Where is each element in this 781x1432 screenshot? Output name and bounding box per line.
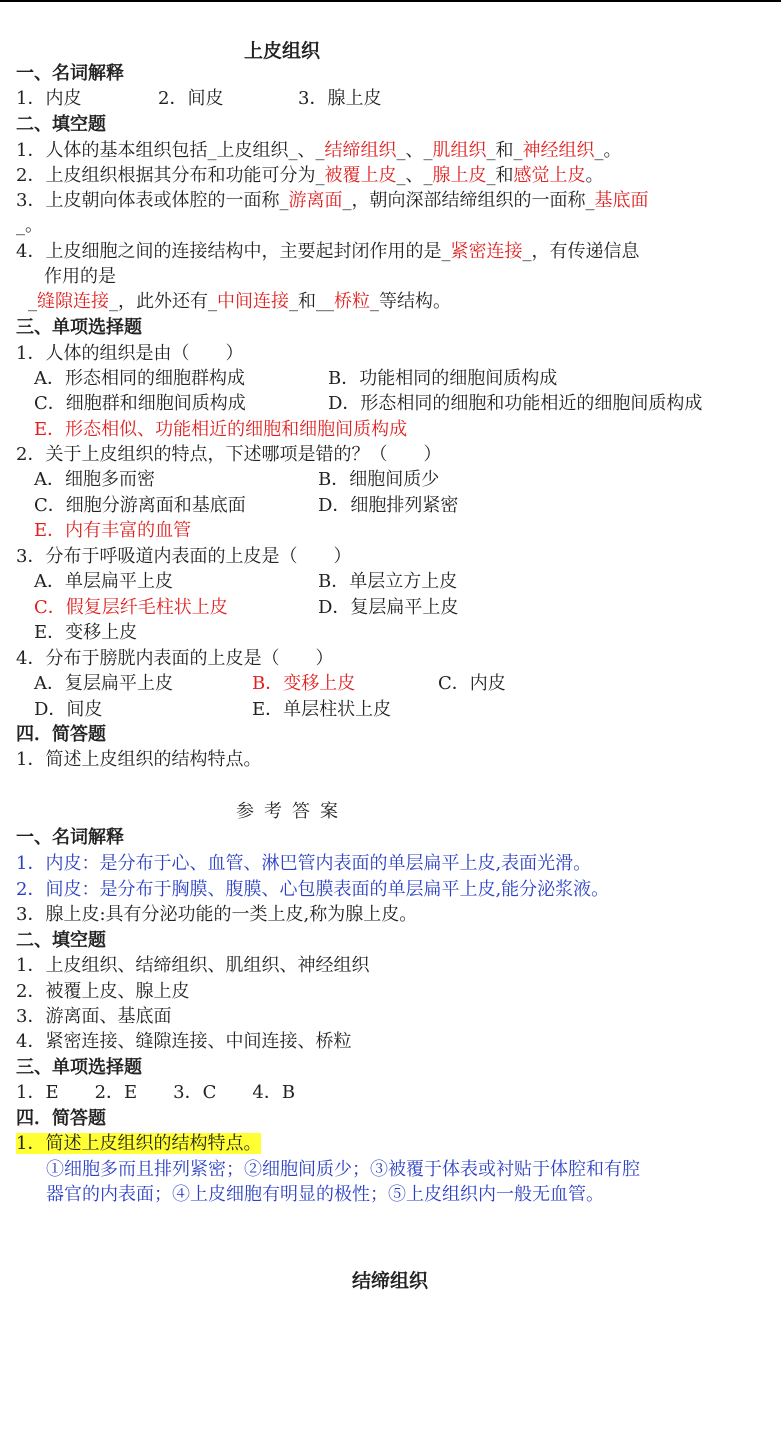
text: _。 (594, 140, 622, 161)
text: 1．人体的基本组织包括_上皮组织_、_ (16, 140, 325, 161)
short-question-1: 1．简述上皮组织的结构特点。 (16, 749, 262, 770)
text: _，此外还有_ (109, 291, 217, 312)
question-2: 2．关于上皮组织的特点，下述哪项是错的？（ ） (16, 444, 442, 465)
option-3c: C．假复层纤毛柱状上皮 (34, 597, 228, 618)
text: _等结构。 (370, 291, 451, 312)
answer-choices: 1．E 2．E 3．C 4．B (16, 1082, 296, 1103)
question-3: 3．分布于呼吸道内表面的上皮是（ ） (16, 546, 352, 567)
option-4d: D．间皮 (34, 699, 103, 720)
answer-text: 感觉上皮 (513, 165, 586, 186)
option-1b: B．功能相同的细胞间质构成 (328, 368, 558, 389)
answer-term-1: 1．内皮：是分布于心、血管、淋巴管内表面的单层扁平上皮,表面光滑。 (16, 853, 592, 874)
answer-fill-4: 4．紧密连接、缝隙连接、中间连接、桥粒 (16, 1031, 352, 1052)
fill-line-4-end (28, 290, 451, 314)
option-2d: D．细胞排列紧密 (318, 495, 459, 516)
answer-text: 腺上皮 (432, 165, 487, 186)
fill-line-3-end: _。 (16, 215, 43, 236)
text: _和 (486, 165, 514, 186)
answer-short-line-2: 器官的内表面；④上皮细胞有明显的极性；⑤上皮组织内一般无血管。 (46, 1184, 604, 1205)
option-1e: E．形态相似、功能相近的细胞和细胞间质构成 (34, 419, 408, 440)
option-4a: A．复层扁平上皮 (34, 673, 173, 694)
answer-heading-fill: 二、填空题 (16, 930, 106, 951)
answer-text: 中间连接 (217, 291, 289, 312)
option-3d: D．复层扁平上皮 (318, 597, 459, 618)
option-2b: B．细胞间质少 (318, 469, 440, 490)
answer-term-2: 2．间皮：是分布于胸膜、腹膜、心包膜表面的单层扁平上皮,能分泌浆液。 (16, 879, 610, 900)
text: 4．上皮细胞之间的连接结构中，主要起封闭作用的是_ (16, 241, 451, 262)
fill-line-1 (16, 139, 621, 163)
answer-fill-3: 3．游离面、基底面 (16, 1006, 172, 1027)
term-2: 2．间皮 (158, 88, 224, 109)
section-heading-terms: 一、名词解释 (16, 63, 124, 84)
option-1d: D．形态相同的细胞和功能相近的细胞间质构成 (328, 393, 703, 414)
text: _ (28, 291, 37, 312)
answer-fill-2: 2．被覆上皮、腺上皮 (16, 981, 190, 1002)
answer-text: 游离面 (288, 190, 343, 211)
answer-text: 神经组织 (522, 140, 595, 161)
answer-text: 肌组织 (432, 140, 487, 161)
highlighted-question: 1．简述上皮组织的结构特点。 (16, 1133, 262, 1154)
text: 2．上皮组织根据其分布和功能可分为_ (16, 165, 325, 186)
answer-heading-terms: 一、名词解释 (16, 827, 124, 848)
answer-heading-short: 四．简答题 (16, 1108, 106, 1129)
text: 3．上皮朝向体表或体腔的一面称_ (16, 190, 289, 211)
answer-fill-1: 1．上皮组织、结缔组织、肌组织、神经组织 (16, 955, 370, 976)
page-title: 上皮组织 (244, 40, 321, 62)
fill-line-3 (16, 189, 648, 213)
answer-text: 缝隙连接 (37, 291, 109, 312)
section-heading-short: 四．简答题 (16, 724, 106, 745)
fill-line-4-cont: 作用的是 (44, 266, 116, 287)
text: _，有传递信息 (522, 241, 640, 262)
answer-text: 紧密连接 (450, 241, 523, 262)
question-4: 4．分布于膀胱内表面的上皮是（ ） (16, 648, 334, 669)
next-chapter-title: 结缔组织 (352, 1270, 429, 1292)
text: _、_ (396, 140, 433, 161)
option-4e: E．单层柱状上皮 (252, 699, 392, 720)
term-3: 3．腺上皮 (298, 88, 382, 109)
text: _、_ (396, 165, 433, 186)
answer-text: 被覆上皮 (324, 165, 397, 186)
answers-title: 参考答案 (236, 801, 348, 822)
answer-short-question (16, 1132, 261, 1156)
fill-line-4 (16, 240, 639, 264)
section-heading-choice: 三、单项选择题 (16, 317, 142, 338)
option-3e: E．变移上皮 (34, 622, 138, 643)
answer-term-3: 3．腺上皮:具有分泌功能的一类上皮,称为腺上皮。 (16, 904, 418, 925)
option-2c: C．细胞分游离面和基底面 (34, 495, 246, 516)
option-3b: B．单层立方上皮 (318, 571, 458, 592)
section-heading-fill: 二、填空题 (16, 114, 106, 135)
option-1c: C．细胞群和细胞间质构成 (34, 393, 246, 414)
fill-line-2 (16, 164, 603, 188)
option-2a: A．细胞多而密 (34, 469, 155, 490)
answer-heading-choice: 三、单项选择题 (16, 1057, 142, 1078)
option-4c: C．内皮 (438, 673, 506, 694)
top-border-line (0, 0, 781, 2)
answer-text: 结缔组织 (324, 140, 397, 161)
answer-text: 桥粒 (334, 291, 370, 312)
option-4b: B．变移上皮 (252, 673, 356, 694)
option-3a: A．单层扁平上皮 (34, 571, 173, 592)
answer-text: 基底面 (594, 190, 649, 211)
term-1: 1．内皮 (16, 88, 82, 109)
text: _和_ (486, 140, 523, 161)
question-1: 1．人体的组织是由（ ） (16, 343, 244, 364)
text: _，朝向深部结缔组织的一面称_ (342, 190, 595, 211)
text: 。 (585, 165, 604, 186)
answer-short-line-1: ①细胞多而且排列紧密；②细胞间质少；③被覆于体表或衬贴于体腔和有腔 (46, 1159, 640, 1180)
text: _和__ (289, 291, 334, 312)
option-2e: E．内有丰富的血管 (34, 520, 192, 541)
option-1a: A．形态相同的细胞群构成 (34, 368, 245, 389)
